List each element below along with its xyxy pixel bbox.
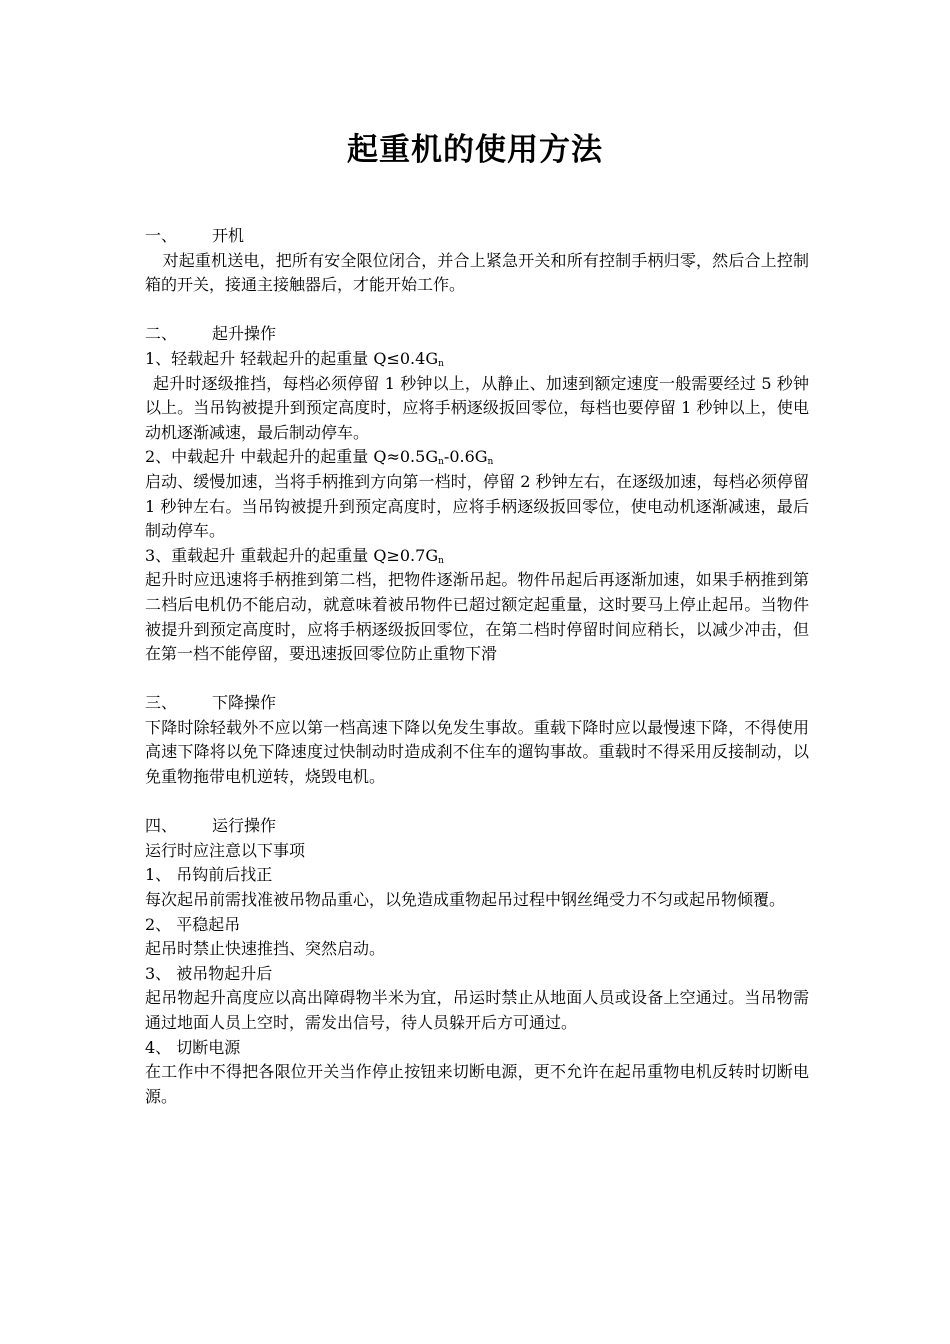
section-title: 起升操作 [212, 324, 277, 344]
item-heading: 3、 被吊物起升后 [145, 963, 273, 983]
item-lead: 3、重载起升 重载起升的起重量 Q≥0.7G [145, 545, 439, 565]
item-heading: 2、 平稳起吊 [145, 914, 241, 934]
item-heading [145, 347, 809, 372]
paragraph: 起升时应迅速将手柄推到第二档，把物件逐渐吊起。物件吊起后再逐渐加速，如果手柄推到第二档后电机仍不能启动，就意味着被吊物件已超过额定起重量，这时要马上停止起吊。当物件被提升到预定高度时，应将手柄逐级扳回零位，在第二档时停留时间应稍长，以减少冲击，但在第一档不能停留，要迅速扳回零位防止重物下滑 [145, 570, 809, 664]
section-title: 开机 [212, 226, 245, 245]
paragraph: 启动、缓慢加速，当将手柄推到方向第一档时，停留 2 秒钟左右，在逐级加速，每档必须停留 1 秒钟左右。当吊钩被提升到预定高度时，应将手柄逐级扳回零位，使电动机逐渐减速，最后制动停车。 [145, 471, 809, 541]
item-heading [145, 445, 809, 470]
paragraph: 每次起吊前需找准被吊物品重心，以免造成重物起吊过程中钢丝绳受力不匀或起吊物倾覆。 [145, 890, 786, 910]
item-lead-cont: -0.6G [443, 447, 488, 467]
paragraph: 起吊物起升高度应以高出障碍物半米为宜，吊运时禁止从地面人员或设备上空通过。当吊物需通过地面人员上空时，需发出信号，待人员躲开后方可通过。 [145, 988, 809, 1032]
item-lead: 1、轻载起升 轻载起升的起重量 Q≤0.4G [145, 348, 439, 368]
subscript: n [438, 358, 444, 369]
section-title: 运行操作 [212, 816, 277, 836]
section-number: 四、 [145, 816, 178, 836]
item-heading: 1、 吊钩前后找正 [145, 865, 273, 885]
subscript: n [487, 457, 494, 468]
item-heading: 4、 切断电源 [145, 1037, 241, 1057]
section-number: 三、 [145, 693, 178, 713]
section-heading-2 [145, 322, 809, 347]
paragraph: 在工作中不得把各限位开关当作停止按钮来切断电源，更不允许在起吊重物电机反转时切断电源。 [145, 1062, 809, 1106]
section-heading-3 [145, 691, 809, 716]
section-number: 二、 [145, 324, 178, 344]
paragraph: 起吊时禁止快速推挡、突然启动。 [145, 939, 386, 959]
paragraph: 运行时应注意以下事项 [145, 840, 306, 860]
paragraph: 对起重机送电，把所有安全限位闭合，并合上紧急开关和所有控制手柄归零，然后合上控制箱的开关，接通主接触器后，才能开始工作。 [145, 250, 809, 295]
paragraph: 起升时逐级推挡，每档必须停留 1 秒钟以上，从静止、加速到额定速度一般需要经过 5 秒钟以上。当吊钩被提升到预定高度时，应将手柄逐级扳回零位，每档也要停留 1 秒钟以上，使电动机逐渐减速，最后制动停车。 [145, 373, 809, 442]
paragraph: 下降时除轻载外不应以第一档高速下降以免发生事故。重载下降时应以最慢速下降，不得使用高速下降将以免下降速度过快制动时造成刹不住车的遛钩事故。重载时不得采用反接制动，以免重物拖带电机逆转，烧毁电机。 [145, 717, 809, 787]
section-heading-4 [145, 814, 809, 839]
section-title: 下降操作 [212, 693, 277, 713]
subscript: n [438, 555, 444, 566]
section-number: 一、 [145, 226, 178, 245]
section-heading-1 [145, 224, 809, 249]
document-title: 起重机的使用方法 [347, 132, 603, 168]
item-lead: 2、中载起升 中载起升的起重量 Q≈0.5G [145, 447, 439, 467]
subscript: n [438, 457, 444, 468]
item-heading [145, 544, 809, 569]
document-body [145, 224, 809, 1109]
